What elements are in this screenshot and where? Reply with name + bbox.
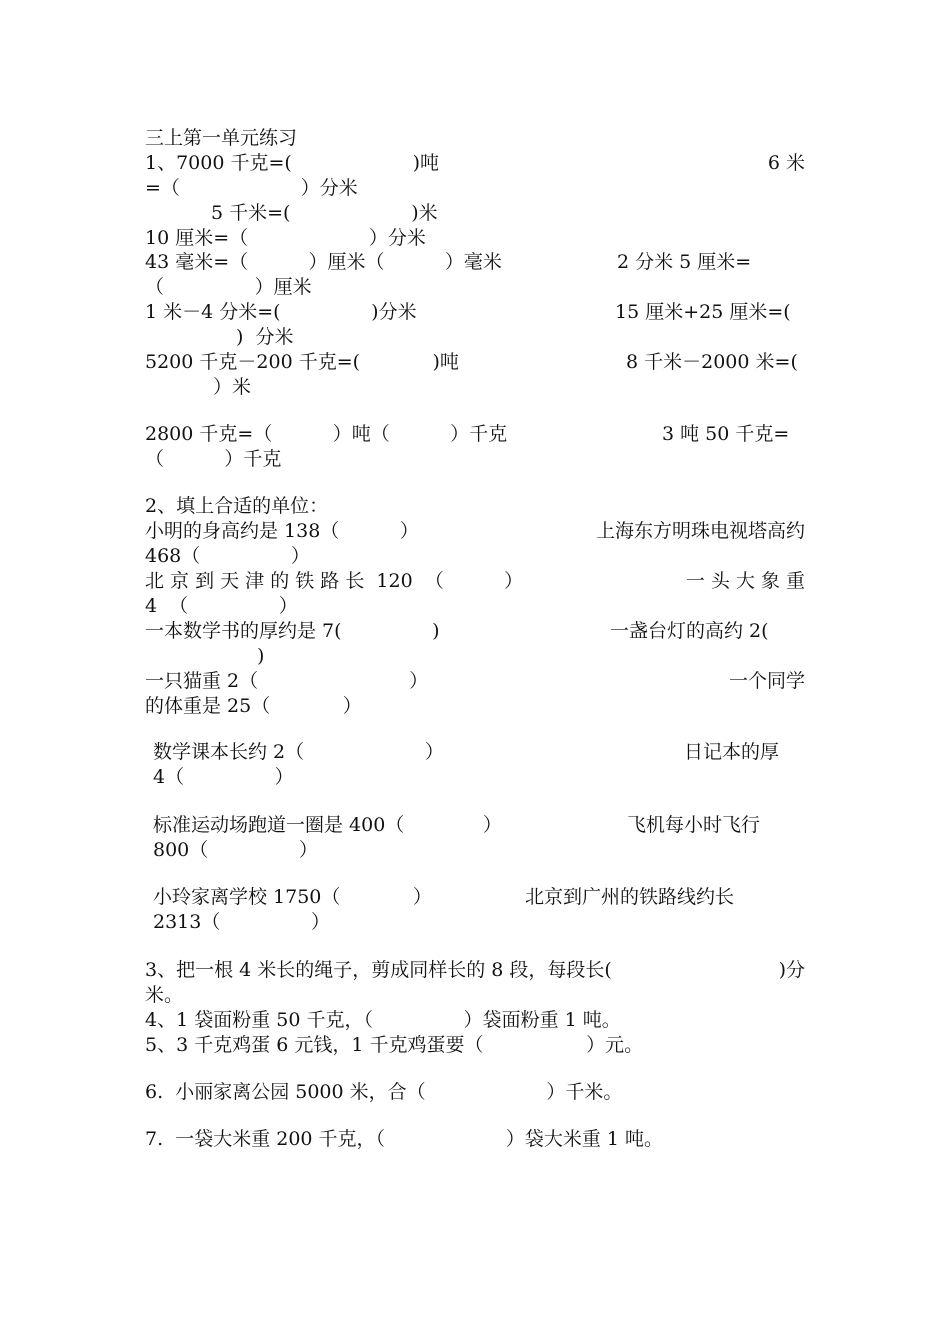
q1-line-11: 2800 千克=（ ）吨（ ）千克 <box>145 423 508 445</box>
q2-line-11: 标准运动场跑道一圈是 400（ ） <box>153 814 502 836</box>
q2-line-5: 一本数学书的厚约是 7( ) <box>145 620 440 642</box>
q2-line-14: 2313（ ） <box>153 911 330 933</box>
q2-line-8: 的体重是 25（ ） <box>145 695 362 717</box>
q1-line-3: 5 千米=( )米 <box>211 202 438 224</box>
q1-line-5: 43 毫米=（ ）厘米（ ）毫米 <box>145 251 502 273</box>
worksheet-title: 三上第一单元练习 <box>145 127 298 149</box>
q1-line-9-right: 8 千米－2000 米=( <box>626 351 798 373</box>
q2-line-1-right: 上海东方明珠电视塔高约 <box>595 520 805 542</box>
q1-line-1: 1、7000 千克=( )吨 <box>145 152 440 174</box>
q4-line: 4、1 袋面粉重 50 千克，（ ）袋面粉重 1 吨。 <box>145 1009 621 1031</box>
q2-line-9: 数学课本长约 2（ ） <box>153 741 444 763</box>
q3-line-1-right: )分 <box>778 959 805 981</box>
q2-line-3: 北 京 到 天 津 的 铁 路 长 120 （ ） <box>145 570 524 592</box>
q2-line-13-right: 北京到广州的铁路线约长 <box>525 886 735 908</box>
q2-line-5-right: 一盏台灯的高约 2( <box>610 620 769 642</box>
q1-line-8: ) 分米 <box>236 326 294 348</box>
q1-line-11-right: 3 吨 50 千克= <box>662 423 790 445</box>
q1-line-7-right: 15 厘米+25 厘米=( <box>615 301 791 323</box>
q1-line-5-right: 2 分米 5 厘米= <box>617 251 752 273</box>
q2-line-10: 4（ ） <box>153 766 294 788</box>
q2-line-13: 小玲家离学校 1750（ ） <box>153 886 432 908</box>
q1-line-9: 5200 千克－200 千克=( )吨 <box>145 351 459 373</box>
q2-line-9-right: 日记本的厚 <box>684 741 780 763</box>
q3-line-2: 米。 <box>145 984 184 1006</box>
q2-line-12: 800（ ） <box>153 839 318 861</box>
q1-line-1-right: 6 米 <box>767 152 805 174</box>
q1-line-4: 10 厘米=（ ）分米 <box>145 227 426 249</box>
q2-heading: 2、填上合适的单位： <box>145 495 329 517</box>
q5-line: 5、3 千克鸡蛋 6 元钱，1 千克鸡蛋要（ ）元。 <box>145 1034 644 1056</box>
q1-line-10: ）米 <box>213 376 252 398</box>
q6-line: 6. 小丽家离公园 5000 米，合（ ）千米。 <box>145 1081 623 1103</box>
q1-line-2: =（ ）分米 <box>145 177 358 199</box>
q1-line-6: （ ）厘米 <box>145 276 312 298</box>
q2-line-3-right: 一 头 大 象 重 <box>685 570 805 592</box>
q2-line-4: 4 （ ） <box>145 595 298 617</box>
q2-line-7-right: 一个同学 <box>728 670 805 692</box>
q1-line-7: 1 米－4 分米=( )分米 <box>145 301 417 323</box>
q2-line-1: 小明的身高约是 138（ ） <box>145 520 419 542</box>
q3-line-1: 3、把一根 4 米长的绳子，剪成同样长的 8 段，每段长( <box>145 959 612 981</box>
q1-line-12: （ ）千克 <box>145 448 282 470</box>
q2-line-7: 一只猫重 2（ ） <box>145 670 429 692</box>
q2-line-6: ) <box>257 645 265 667</box>
q7-line: 7. 一袋大米重 200 千克，（ ）袋大米重 1 吨。 <box>145 1128 664 1150</box>
q2-line-11-right: 飞机每小时飞行 <box>627 814 761 836</box>
q2-line-2: 468（ ） <box>145 545 310 567</box>
